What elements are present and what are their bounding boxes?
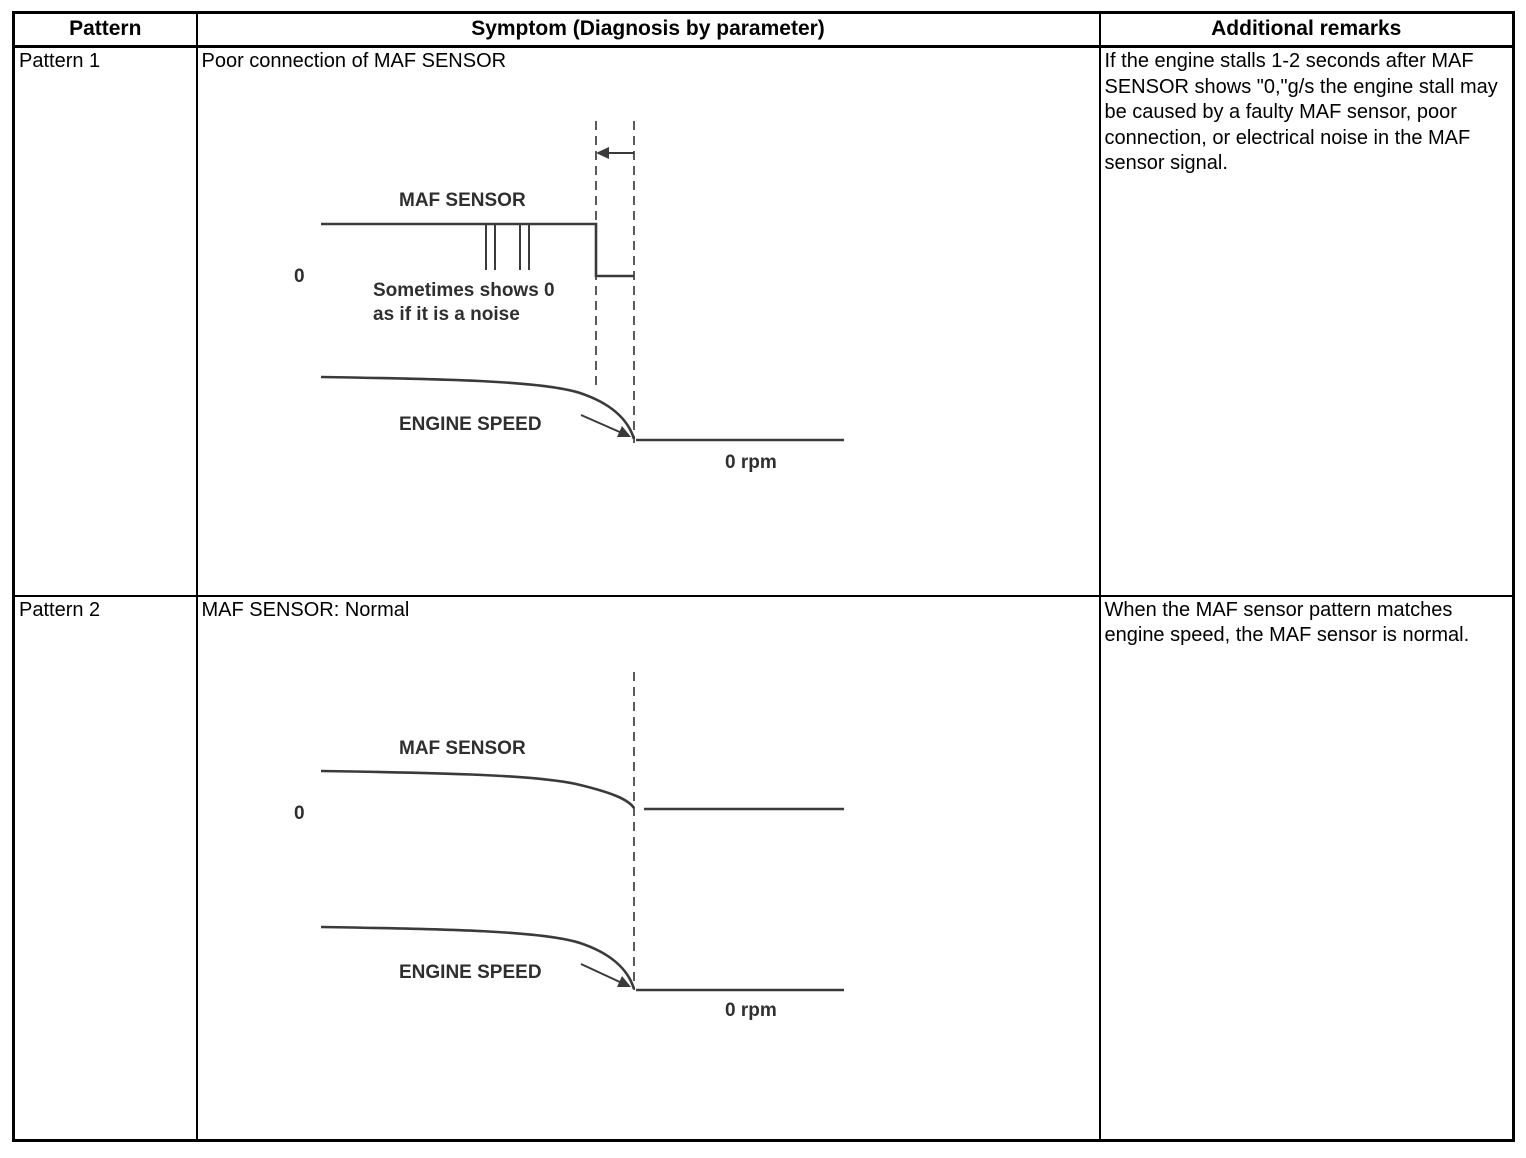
column-header-symptom: Symptom (Diagnosis by parameter) — [197, 13, 1100, 47]
pointer-arrow-icon — [581, 964, 622, 983]
zero-rpm-label: 0 rpm — [724, 999, 777, 1021]
pointer-arrow-icon — [581, 415, 622, 433]
pattern-label: Pattern 1 — [19, 50, 101, 72]
maf-sensor-label: MAF SENSOR — [398, 737, 526, 759]
pattern-label: Pattern 2 — [19, 598, 101, 621]
engine-speed-line — [321, 377, 634, 439]
remarks-text: When the MAF sensor pattern matches engine speed, the MAF sensor is normal. — [1104, 598, 1470, 647]
symptom-title: Poor connection of MAF SENSOR — [201, 50, 507, 72]
interval-arrowhead-icon — [596, 147, 609, 159]
zero-rpm-label: 0 rpm — [724, 452, 777, 473]
noise-annotation-line1: Sometimes shows 0 — [372, 280, 555, 301]
remarks-cell — [1100, 596, 1514, 1141]
maf-signal-line — [321, 224, 634, 276]
remarks-text: If the engine stalls 1-2 seconds after MAF SENSOR shows "0,"g/s the engine stall may be caused by a faulty MAF sensor, poor connection, or electrical noise in the MAF sensor signal. — [1104, 50, 1498, 175]
noise-annotation-line2: as if it is a noise — [372, 304, 520, 325]
table-row-pattern-1 — [14, 47, 1514, 596]
symptom-cell — [197, 596, 1100, 1141]
pointer-arrowhead-icon — [617, 426, 631, 437]
table-row-pattern-2 — [14, 596, 1514, 1141]
maf-signal-line — [321, 771, 634, 808]
pointer-arrowhead-icon — [617, 976, 631, 987]
diagnosis-pattern-table — [12, 11, 1515, 1142]
header-row — [14, 13, 1514, 47]
column-header-pattern: Pattern — [14, 13, 197, 47]
column-header-remarks: Additional remarks — [1100, 13, 1514, 47]
zero-label: 0 — [293, 266, 305, 287]
symptom-cell — [197, 47, 1100, 596]
waveform-diagram-pattern-2 — [198, 597, 1096, 1138]
engine-speed-label: ENGINE SPEED — [398, 414, 542, 435]
maf-sensor-label: MAF SENSOR — [398, 190, 526, 211]
engine-speed-line — [321, 927, 634, 989]
pattern-cell — [14, 47, 197, 596]
zero-label: 0 — [293, 802, 305, 824]
engine-speed-label: ENGINE SPEED — [398, 961, 542, 983]
pattern-cell — [14, 596, 197, 1141]
symptom-title: MAF SENSOR: Normal — [201, 598, 410, 621]
waveform-diagram-pattern-1 — [198, 48, 1096, 593]
remarks-cell — [1100, 47, 1514, 596]
